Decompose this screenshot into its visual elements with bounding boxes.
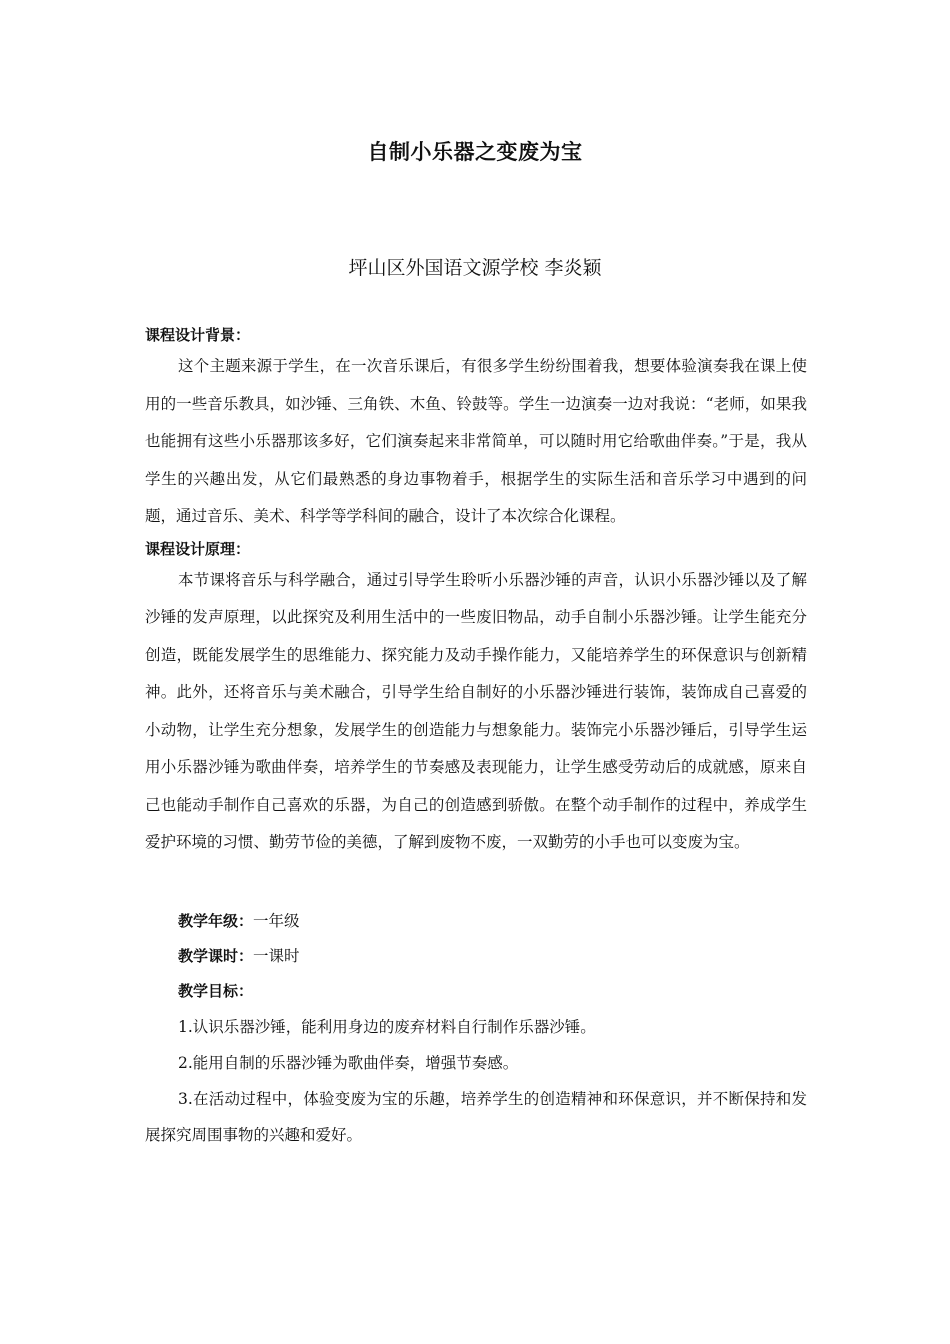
grade-label: 教学年级： <box>178 911 254 930</box>
hours-line <box>145 939 807 974</box>
goal-item-1: 1.认识乐器沙锤，能利用身边的废弃材料自行制作乐器沙锤。 <box>178 1017 596 1036</box>
section-spacer <box>145 862 807 904</box>
document-author: 坪山区外国语文源学校 李炎颖 <box>348 257 602 279</box>
background-heading: 课程设计背景： <box>145 326 251 344</box>
hours-value: 一课时 <box>253 946 300 965</box>
principle-heading: 课程设计原理： <box>145 539 251 558</box>
goal-item-3: 3.在活动过程中，体验变废为宝的乐趣，培养学生的创造精神和环保意识，并不断保持和发展探究周围事物的兴趣和爱好。 <box>145 1089 807 1144</box>
background-paragraph: 这个主题来源于学生，在一次音乐课后，有很多学生纷纷围着我，想要体验演奏我在课上使用的一些音乐教具，如沙锤、三角铁、木鱼、铃鼓等。学生一边演奏一边对我说：“老师，如果我也能拥有这些小乐器那该多好，它们演奏起来非常简单，可以随时用它给歌曲伴奏。”于是，我从学生的兴趣出发，从它们最熟悉的身边事物着手，根据学生的实际生活和音乐学习中遇到的问题，通过音乐、美术、科学等学科间的融合，设计了本次综合化课程。 <box>145 357 807 525</box>
grade-value: 一年级 <box>253 911 300 930</box>
goal-item-2: 2.能用自制的乐器沙锤为歌曲伴奏，增强节奏感。 <box>178 1053 519 1072</box>
goals-label: 教学目标： <box>178 981 254 1000</box>
grade-line <box>145 904 807 939</box>
hours-label: 教学课时： <box>178 946 254 965</box>
principle-paragraph: 本节课将音乐与科学融合，通过引导学生聆听小乐器沙锤的声音，认识小乐器沙锤以及了解沙锤的发声原理，以此探究及利用生活中的一些废旧物品，动手自制小乐器沙锤。让学生能充分创造，既能发展学生的思维能力、探究能力及动手操作能力，又能培养学生的环保意识与创新精神。此外，还将音乐与美术融合，引导学生给自制好的小乐器沙锤进行装饰，装饰成自己喜爱的小动物，让学生充分想象，发展学生的创造能力与想象能力。装饰完小乐器沙锤后，引导学生运用小乐器沙锤为歌曲伴奏，培养学生的节奏感及表现能力，让学生感受劳动后的成就感，原来自己也能动手制作自己喜欢的乐器，为自己的创造感到骄傲。在整个动手制作的过程中，养成学生爱护环境的习惯、勤劳节俭的美德，了解到废物不废，一双勤劳的小手也可以变废为宝。 <box>145 570 807 851</box>
document-title: 自制小乐器之变废为宝 <box>367 140 583 164</box>
goals-line <box>145 974 807 1009</box>
document-body <box>145 322 807 1153</box>
